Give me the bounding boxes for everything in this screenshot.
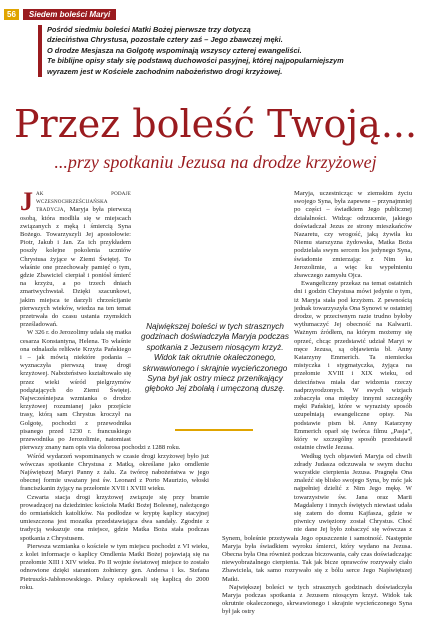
pull-quote-line: godzinach doświadczyła Maryja podczas — [141, 332, 289, 342]
drop-cap: J — [20, 187, 33, 216]
page-header — [0, 8, 116, 21]
pull-quote-line: Największej boleści w tych strasznych — [146, 322, 284, 331]
section-label: Siedem boleści Maryi — [23, 9, 116, 20]
body-paragraph: Jak podaje wczesnochrześcijańska tradycja, Maryja była pierwszą osobą, która modliła się w miejscach związanych z męką i śmiercią Syna Bożego. Towarzyszyli Jej apostołowie: Piotr, Jakub i Jan. Za ich przykładem poszły kolejne pokolenia uczniów Chrystusa żyjące w Ziemi Świętej. To właśnie one przechowały pamięć o tym, gdzie Zbawiciel cierpiał i poniósł śmierć na krzyżu, a po trzech dniach zmartwychwstał. Dzięki szacunkowi, jakim miejsca te darzyli chrześcijanie pierwszych wieków, wiedza na ten temat przetrwała do czasu ustania rzymskich prześladowań. — [20, 187, 131, 329]
body-paragraph: Według tych objawień Maryja od chwili zdrady Judasza odczuwała w swym duchu wszystkie cierpienia Jezusa. Pragnęła Ona znaleźć się blisko swojego Syna, by móc jak najpełniej dzielić z Nim Jego mękę. W towarzystwie św. Jana oraz Marii Magdaleny i innych świętych niewiast udała się zatem do domu Kajfasza, gdzie w piwnicy uwięziony został Chrystus. Choć nie dane Jej było zobaczyć się wówczas z Synem, boleśnie przeżywała Jego opuszczenie i samotność. Następnie Maryja była świadkiem wyroku śmierci, który wydano na Jezusa. Obecna była Ona również podczas biczowania, cały czas doświadczając niewyobrażalnego cierpienia. Tak jak bicze oprawców rozrywały ciało Zbawiciela, tak samo rozrywało się z bólu serce Jego Najświętszej Matki. — [222, 452, 412, 583]
body-paragraph: Czwarta stacja drogi krzyżowej związuje się przy bramie prowadzącej na dziedziniec kościoła Matki Bożej Bolesnej, należącego do ormiańskich katolików. Na podłodze w kryptę kaplicy stacyjnej umieszczona jest mozaika przedstawiająca dwa sandały. Zgodnie z tradycją wskazuje ona miejsce, gdzie Matka Boża stała podczas spotkania z Chrystusem. — [20, 493, 209, 542]
pull-quote-line: Widok tak okrutnie okaleczonego, — [153, 353, 277, 363]
lead-paragraph — [38, 25, 419, 77]
pull-quote-spacer — [222, 402, 294, 528]
pull-quote-line: skrwawionego i skrajnie wycieńczonego — [142, 363, 288, 373]
pull-quote-line: Syna był jak ostry miecz przenikający — [147, 374, 283, 384]
lead-line: O drodze Mesjasza na Golgotę wspominają wszyscy czterej ewangeliści. — [47, 45, 302, 55]
lead-line: wyrazem jest w Kościele zachodnim nabożeństwo drogi krzyżowej. — [47, 66, 283, 76]
body-paragraph: Wśród wydarzeń wspominanych w czasie drogi krzyżowej było już wówczas spotkanie Chrystusa z Matką, określane jako omdlenie Najświętszej Maryi Panny z żalu. Za twórcę nabożeństwa w jego obecnej formie uważany jest św. Leonard z Porto Maurizio, włoski franciszkanin żyjący na przełomie XVII i XVIII wieku. — [20, 452, 209, 493]
lead-line: Te biblijne opisy stały się podstawą duchowości pasyjnej, której najpopularniejszym — [47, 56, 344, 66]
body-paragraph: Maryja, uczestnicząc w ziemskim życiu swojego Syna, była zapewne – przynajmniej po części – świadkiem Jego publicznej działalności. Widząc odrzucenie, jakiego doświadczał Jezus ze strony mieszkańców Nazaretu, czy wrogość, jaką żywiła ku Niemu starszyzna żydowska, Matka Boża podzielała swym sercem los jedynego Syna, świadomie zmierzając z Nim ku Jerozolimie, a więc ku wypełnieniu zbawczego zamysłu Ojca. — [294, 190, 412, 280]
article-subtitle: ...przy spotkaniu Jezusa na drodze krzyżowej — [54, 152, 377, 172]
pull-quote-line: głęboko Jej zbolałą i umęczoną duszę. — [144, 384, 286, 394]
pull-quote-line: spotkania z Jezusem niosącym krzyż. — [146, 342, 284, 352]
intro-small-caps: ak podaje wczesnochrześcijańska tradycja, — [36, 190, 131, 214]
body-paragraph: Ewangeliczny przekaz na temat ostatnich dni i godzin Chrystusa mówi jedynie o tym, iż Maryja stała pod krzyżem. Z pewnością jednak towarzyszyła Ona Synowi w ostatniej drodze, w przeciwnym razie trudno byłoby wytłumaczyć Jej obecność na Kalwarii. Ważnym źródłem, na którym możemy się oprzeć, chcąc przedstawić udział Maryi w męce Jezusa, są objawienia bł. Anny Katarzyny Emmerich. Ta niemiecka mistyczka i stygmatyczka, żyjąca na przełomie XVIII i XIX wieku, od dzieciństwa miała dar widzenia rzeczy nadprzyrodzonych. W swych wizjach zobaczyła ona między innymi szczegóły męki Pańskiej, które w wyrazisty sposób uzupełniają ewangeliczne opisy. Na podstawie pism bł. Anny Katarzyny Emmerich oparł się twórca filmu „Pasja”, który w szczególny sposób przedstawił ostatnie chwile Jezusa. — [294, 280, 412, 452]
lead-line: Pośród siedmiu boleści Matki Bożej pierwsze trzy dotyczą — [47, 25, 251, 34]
page-number: 56 — [4, 9, 19, 20]
body-paragraph: Największej boleści w tych strasznych godzinach doświadczyła Maryja podczas spotkania z Jezusem niosącym krzyż. Widok tak okrutnie okaleczonego, skrwawionego i skrajnie wycieńczonego Syna był jak ostry — [222, 583, 412, 616]
body-paragraph: Pierwsza wzmianka o kościele w tym miejscu pochodzi z VI wieku, z kolei informacje o kaplicy Omdlenia Matki Bożej pojawiają się na przełomie XIII i XIV wieku. Po II wojnie światowej miejsce to zostało odnowione dzięki staraniom żołnierzy gen. Andersa i ks. Stefana Pietruszki-Jabłonowskiego. Polacy opiekowali się kaplicą do 2000 roku. — [20, 542, 209, 591]
lead-line: dzieciństwa Chrystusa, pozostałe cztery zaś – Jego zbawczej męki. — [47, 35, 283, 45]
pull-quote-underline — [175, 429, 253, 431]
body-paragraph: W 326 r. do Jerozolimy udała się matka cesarza Konstantyna, Helena. To właśnie ona odnalazła relikwie Krzyża Pańskiego i – jak mówią niektóre podania – wyznaczyła pierwszą trasę drogi krzyżowej. Nabożeństwo kształtowało się przez wieki wśród pielgrzymów podążających do Ziemi Świętej. Najwcześniejsza wzmianka o drodze krzyżowej rozumianej jako przejście trasy, którą sam Chrystus kroczył na Golgotę, pochodzi z przewodnika pisanego przed 1230 r. francuskiego przewodnika po Jerozolimie, natomiast pierwszy znany nam opis via dolorosa pochodzi z 1288 roku. — [20, 329, 181, 452]
article-title: Przez boleść Twoją... — [13, 102, 418, 146]
pull-quote — [136, 322, 294, 395]
